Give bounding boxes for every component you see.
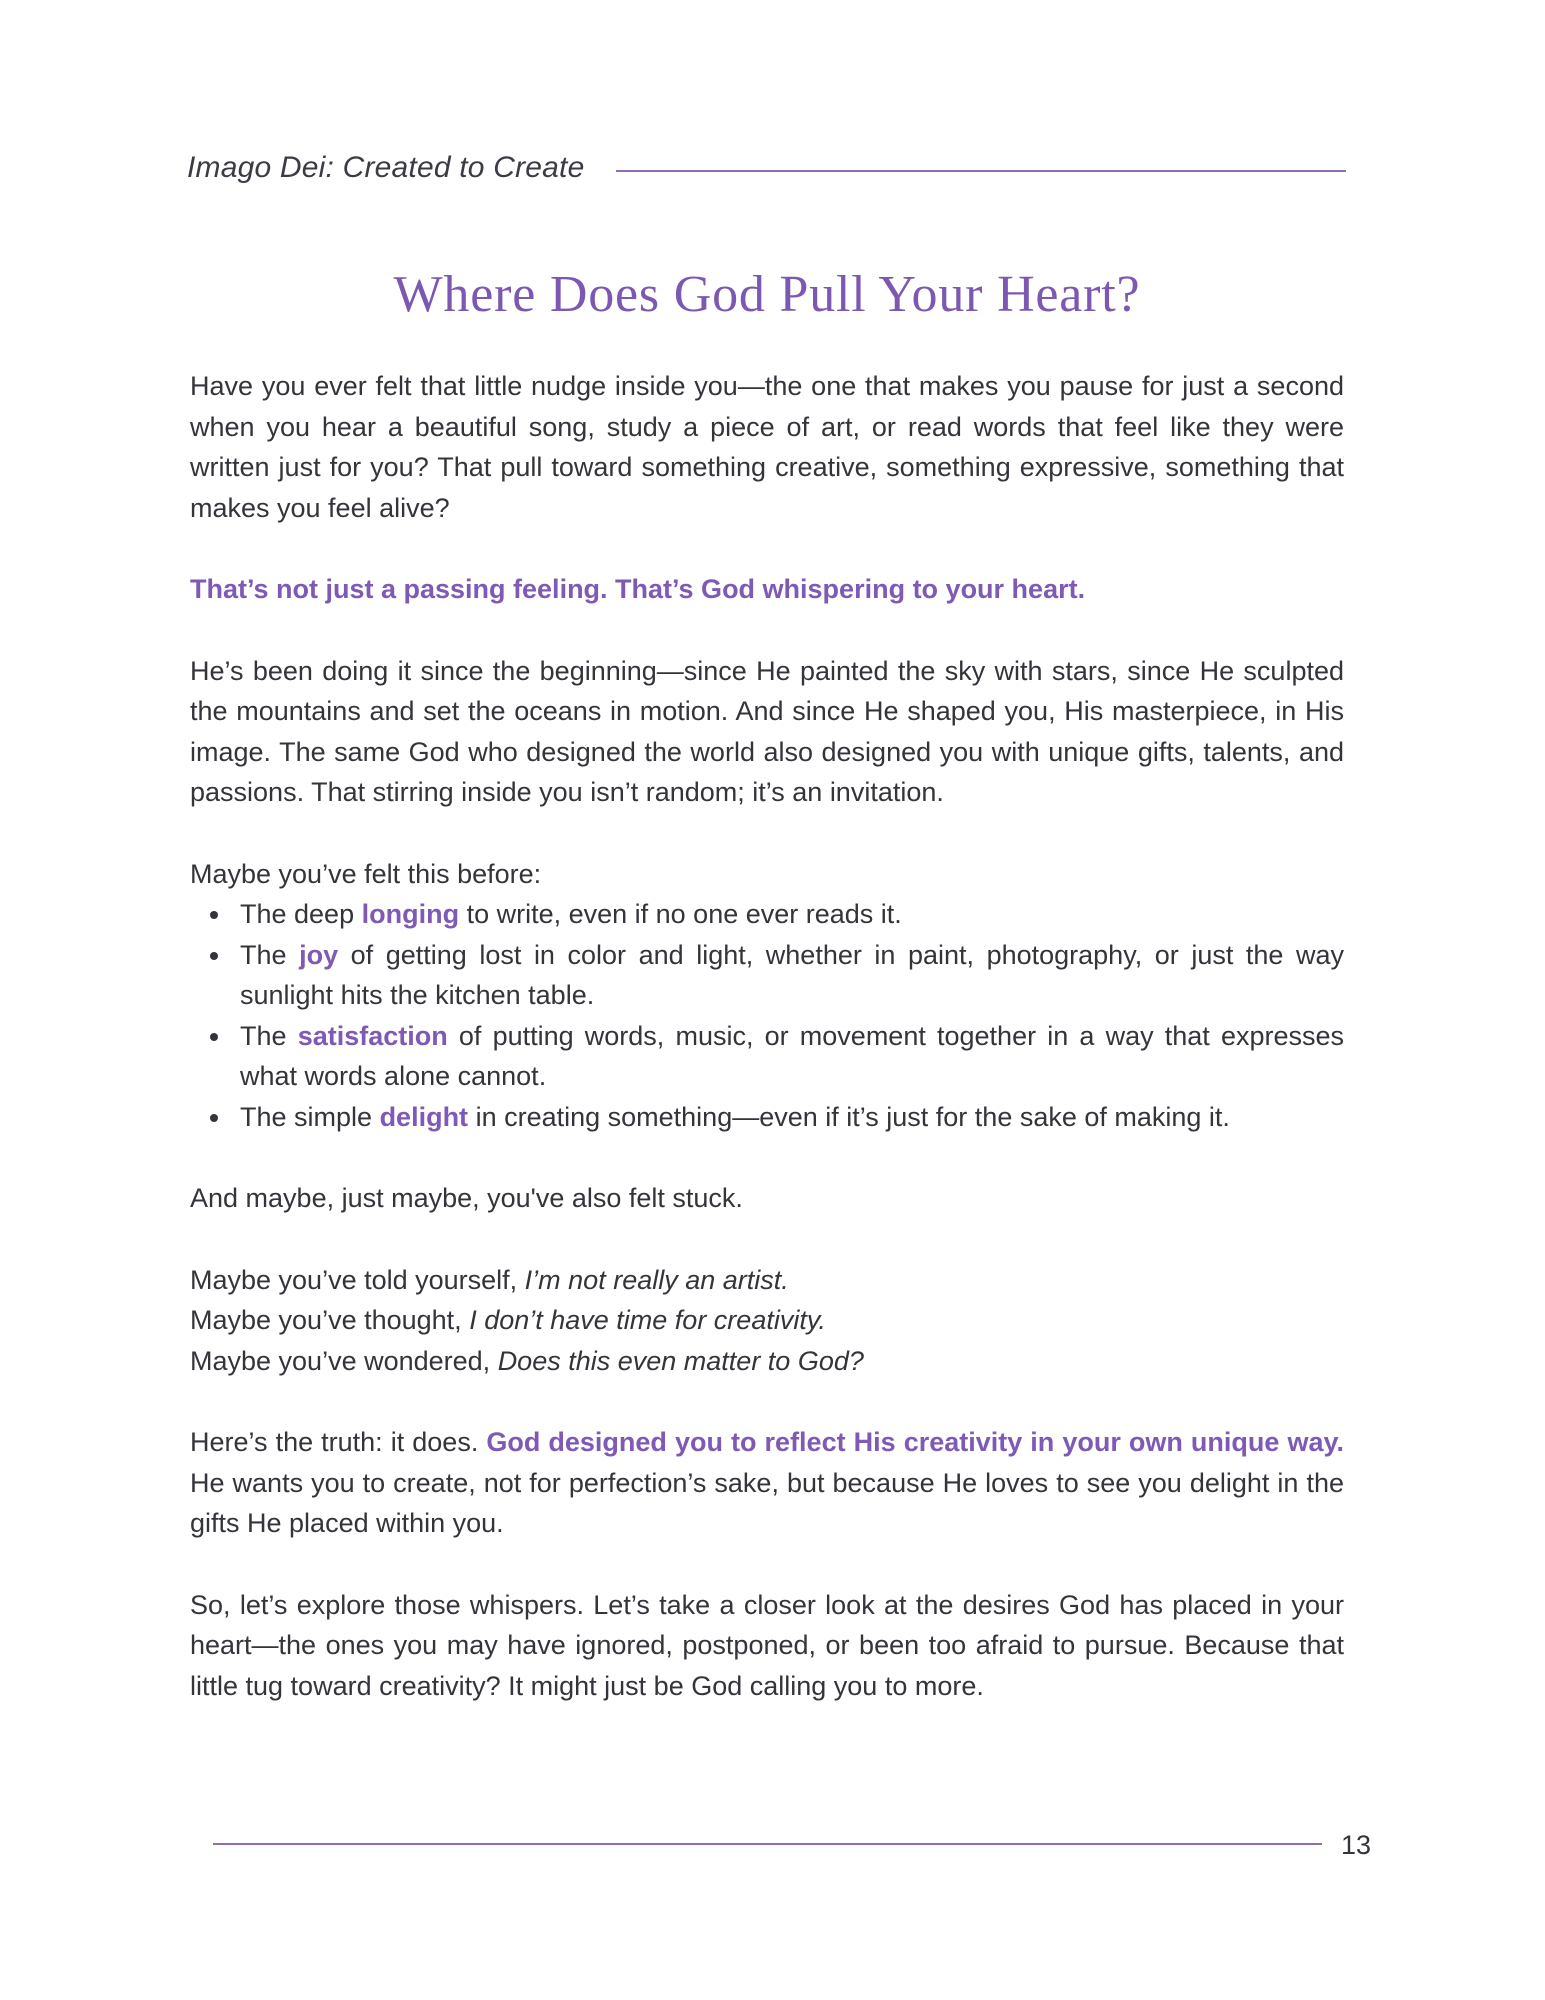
page-title: Where Does God Pull Your Heart? — [393, 266, 1141, 323]
list-item-text: The — [240, 1020, 298, 1051]
closing-paragraph: So, let’s explore those whispers. Let’s take a closer look at the desires God has placed in your heart—the ones you may have ignored, postponed, or been too afraid to pursue. Because that little tug toward creativity? It might just be God calling you to more. — [190, 1589, 1344, 1701]
doubt-quote: Does this even matter to God? — [497, 1345, 864, 1376]
list-item-keyword: delight — [379, 1101, 469, 1132]
paragraph-spacer — [190, 1544, 1344, 1585]
footer-divider-line — [213, 1843, 1322, 1845]
feelings-list — [190, 894, 1344, 1137]
list-item-text: of getting lost in color and light, whether in paint, photography, or just the way sunlight hits the kitchen table. — [240, 939, 1344, 1010]
stuck-paragraph: And maybe, just maybe, you've also felt stuck. — [190, 1183, 743, 1213]
doubt-quote: I’m not really an artist. — [524, 1264, 789, 1295]
truth-lead: Here’s the truth: it does. — [190, 1427, 487, 1457]
doubt-quote: I don’t have time for creativity. — [469, 1305, 826, 1335]
doubt-line — [190, 1341, 1344, 1382]
doubt-lead: Maybe you’ve wondered, — [190, 1345, 498, 1376]
list-item-text: to write, even if no one ever reads it. — [459, 899, 902, 929]
bullet-icon — [210, 952, 218, 960]
list-item-text: The simple — [240, 1101, 380, 1132]
paragraph-spacer — [190, 528, 1344, 569]
list-item-text: The — [240, 939, 300, 970]
list-intro: Maybe you’ve felt this before: — [190, 858, 542, 889]
list-item — [190, 1016, 1344, 1097]
list-item — [190, 894, 1344, 935]
list-item-keyword: longing — [361, 899, 460, 929]
doubt-line — [190, 1260, 1344, 1301]
list-item-text: The deep — [240, 899, 362, 929]
paragraph-spacer — [190, 1381, 1344, 1422]
body-content — [190, 366, 1344, 1706]
header-divider-line — [616, 170, 1346, 172]
truth-paragraph — [190, 1422, 1344, 1544]
paragraph-spacer — [190, 610, 1344, 651]
highlight-statement: That’s not just a passing feeling. That’s God whispering to your heart. — [190, 574, 1086, 604]
list-item-text: of putting words, music, or movement together in a way that expresses what words alone cannot. — [240, 1020, 1344, 1091]
list-item-keyword: satisfaction — [297, 1020, 448, 1051]
page-number: 13 — [1341, 1830, 1372, 1860]
list-item-text: in creating something—even if it’s just for the sake of making it. — [468, 1101, 1230, 1132]
intro-paragraph: Have you ever felt that little nudge inside you—the one that makes you pause for just a second when you hear a beautiful song, study a piece of art, or read words that feel like they were written just for you? That pull toward something creative, something expressive, something that makes you feel alive? — [190, 371, 1344, 523]
bullet-icon — [210, 1114, 218, 1122]
truth-rest: He wants you to create, not for perfection’s sake, but because He loves to see you delight in the gifts He placed within you. — [190, 1467, 1344, 1538]
list-item-keyword: joy — [299, 939, 339, 970]
bullet-icon — [210, 1033, 218, 1041]
doubt-lead: Maybe you’ve told yourself, — [190, 1264, 525, 1295]
paragraph-spacer — [190, 1137, 1344, 1178]
doubts-block — [190, 1260, 1344, 1382]
list-item — [190, 1097, 1344, 1138]
context-paragraph: He’s been doing it since the beginning—since He painted the sky with stars, since He sculpted the mountains and set the oceans in motion. And since He shaped you, His masterpiece, in His image. The same God who designed the world also designed you with unique gifts, talents, and passions. That stirring inside you isn’t random; it’s an invitation. — [190, 655, 1344, 807]
bullet-icon — [210, 911, 218, 919]
running-header — [187, 148, 1347, 194]
running-header-title: Imago Dei: Created to Create — [187, 151, 585, 184]
truth-highlight: God designed you to reflect His creativity in your own unique way. — [486, 1427, 1344, 1457]
paragraph-spacer — [190, 1219, 1344, 1260]
doubt-line — [190, 1300, 1344, 1341]
paragraph-spacer — [190, 813, 1344, 854]
doubt-lead: Maybe you’ve thought, — [190, 1305, 470, 1335]
list-item — [190, 935, 1344, 1016]
